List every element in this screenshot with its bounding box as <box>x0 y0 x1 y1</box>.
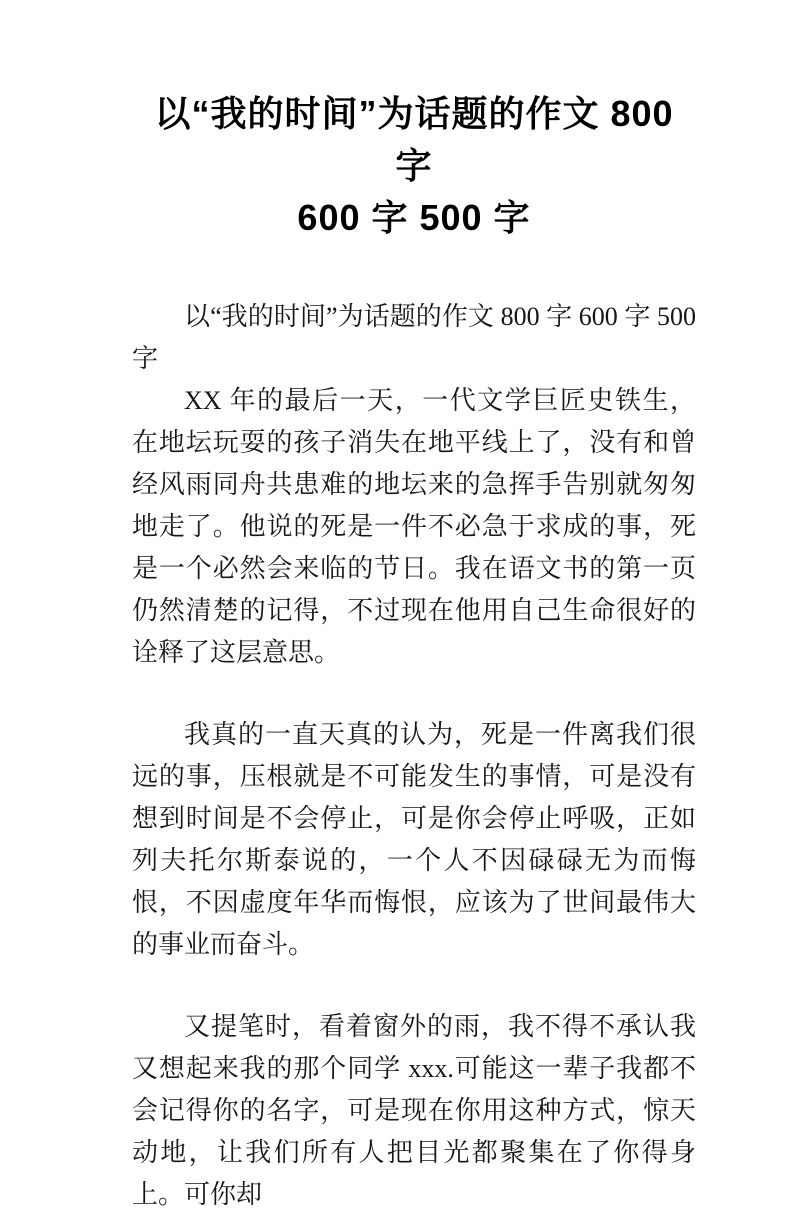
document-body <box>132 296 696 1216</box>
document-title-line-1: 以“我的时间”为话题的作文 800 字 <box>154 93 674 186</box>
document-title-line-2: 600 字 500 字 <box>297 197 531 238</box>
paragraph-title-repeat: 以“我的时间”为话题的作文 800 字 600 字 500 字 <box>132 302 696 373</box>
document-title <box>132 88 696 244</box>
paragraph-shi-tiesheng: XX 年的最后一天，一代文学巨匠史铁生，在地坛玩耍的孩子消失在地平线上了，没有和曾经风雨同舟共患难的地坛来的急挥手告别就匆匆地走了。他说的死是一件不必急于求成的事，死是一个必然会来临的节日。我在语文书的第一页仍然清楚的记得，不过现在他用自己生命很好的诠释了这层意思。 <box>132 386 696 667</box>
paragraph-classmate: 又提笔时，看着窗外的雨，我不得不承认我又想起来我的那个同学 xxx.可能这一辈子我都不会记得你的名字，可是现在你用这种方式，惊天动地，让我们所有人把目光都聚集在了你得身上。可你却 <box>132 1012 696 1209</box>
paragraph-naive-belief: 我真的一直天真的认为，死是一件离我们很远的事，压根就是不可能发生的事情，可是没有想到时间是不会停止，可是你会停止呼吸，正如列夫托尔斯泰说的，一个人不因碌碌无为而悔恨，不因虚度年华而悔恨，应该为了世间最伟大的事业而奋斗。 <box>132 720 696 959</box>
